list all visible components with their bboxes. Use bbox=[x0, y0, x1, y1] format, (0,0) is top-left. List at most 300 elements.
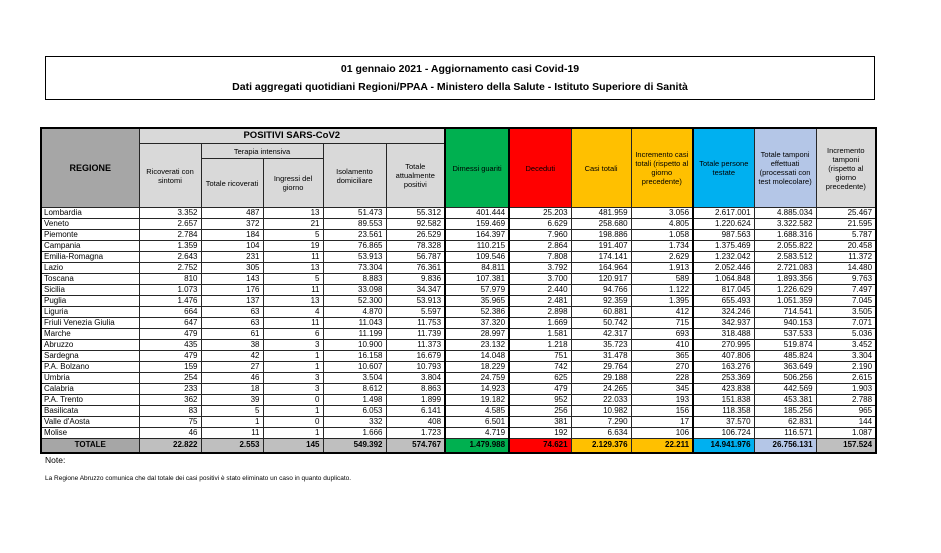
value-cell: 151.838 bbox=[693, 395, 754, 406]
value-cell: 2.629 bbox=[631, 252, 693, 263]
value-cell: 270 bbox=[631, 362, 693, 373]
value-cell: 442.569 bbox=[754, 384, 816, 395]
group-header-positivi: POSITIVI SARS-CoV2 bbox=[139, 128, 445, 144]
total-value-cell: 2.129.376 bbox=[571, 439, 631, 453]
value-cell: 485.824 bbox=[754, 351, 816, 362]
value-cell: 106 bbox=[631, 428, 693, 439]
table-row bbox=[41, 230, 876, 241]
subgroup-header-terapia-intensiva: Terapia intensiva bbox=[201, 144, 323, 159]
value-cell: 92.359 bbox=[571, 296, 631, 307]
table-row bbox=[41, 263, 876, 274]
value-cell: 345 bbox=[631, 384, 693, 395]
value-cell: 2.617.001 bbox=[693, 208, 754, 219]
total-value-cell: 74.621 bbox=[509, 439, 571, 453]
value-cell: 75 bbox=[139, 417, 201, 428]
table-row bbox=[41, 384, 876, 395]
value-cell: 1.903 bbox=[816, 384, 876, 395]
value-cell: 39 bbox=[201, 395, 263, 406]
value-cell: 11.043 bbox=[323, 318, 386, 329]
value-cell: 2.784 bbox=[139, 230, 201, 241]
value-cell: 104 bbox=[201, 241, 263, 252]
value-cell: 258.680 bbox=[571, 219, 631, 230]
value-cell: 655.493 bbox=[693, 296, 754, 307]
value-cell: 256 bbox=[509, 406, 571, 417]
value-cell: 5 bbox=[263, 274, 323, 285]
region-name-cell: Umbria bbox=[41, 373, 139, 384]
value-cell: 61 bbox=[201, 329, 263, 340]
value-cell: 164.964 bbox=[571, 263, 631, 274]
value-cell: 1 bbox=[201, 417, 263, 428]
value-cell: 4.870 bbox=[323, 307, 386, 318]
region-name-cell: Friuli Venezia Giulia bbox=[41, 318, 139, 329]
region-name-cell: Sicilia bbox=[41, 285, 139, 296]
column-header-totale-ricoverati: Totale ricoverati bbox=[201, 159, 263, 208]
value-cell: 6.629 bbox=[509, 219, 571, 230]
table-row bbox=[41, 252, 876, 263]
value-cell: 26.529 bbox=[386, 230, 445, 241]
value-cell: 19 bbox=[263, 241, 323, 252]
value-cell: 42.317 bbox=[571, 329, 631, 340]
value-cell: 519.874 bbox=[754, 340, 816, 351]
value-cell: 2.481 bbox=[509, 296, 571, 307]
value-cell: 253.369 bbox=[693, 373, 754, 384]
value-cell: 1.723 bbox=[386, 428, 445, 439]
value-cell: 5 bbox=[263, 230, 323, 241]
value-cell: 25.203 bbox=[509, 208, 571, 219]
value-cell: 305 bbox=[201, 263, 263, 274]
column-header-incremento-casi: Incremento casi totali (rispetto al giorno precedente) bbox=[631, 128, 693, 208]
region-name-cell: Abruzzo bbox=[41, 340, 139, 351]
value-cell: 1.220.624 bbox=[693, 219, 754, 230]
value-cell: 2.788 bbox=[816, 395, 876, 406]
region-name-cell: Lombardia bbox=[41, 208, 139, 219]
value-cell: 6.634 bbox=[571, 428, 631, 439]
table-row bbox=[41, 296, 876, 307]
value-cell: 9.763 bbox=[816, 274, 876, 285]
value-cell: 233 bbox=[139, 384, 201, 395]
value-cell: 1.226.629 bbox=[754, 285, 816, 296]
value-cell: 1.893.356 bbox=[754, 274, 816, 285]
value-cell: 19.182 bbox=[445, 395, 509, 406]
value-cell: 21 bbox=[263, 219, 323, 230]
region-name-cell: Basilicata bbox=[41, 406, 139, 417]
value-cell: 42 bbox=[201, 351, 263, 362]
value-cell: 51.473 bbox=[323, 208, 386, 219]
value-cell: 506.256 bbox=[754, 373, 816, 384]
value-cell: 4.585 bbox=[445, 406, 509, 417]
value-cell: 1 bbox=[263, 351, 323, 362]
value-cell: 0 bbox=[263, 417, 323, 428]
value-cell: 78.328 bbox=[386, 241, 445, 252]
value-cell: 3.304 bbox=[816, 351, 876, 362]
report-title-box bbox=[45, 56, 875, 100]
value-cell: 332 bbox=[323, 417, 386, 428]
value-cell: 3 bbox=[263, 384, 323, 395]
value-cell: 3.056 bbox=[631, 208, 693, 219]
value-cell: 270.995 bbox=[693, 340, 754, 351]
value-cell: 362 bbox=[139, 395, 201, 406]
table-row bbox=[41, 285, 876, 296]
value-cell: 318.488 bbox=[693, 329, 754, 340]
value-cell: 4.805 bbox=[631, 219, 693, 230]
value-cell: 1.476 bbox=[139, 296, 201, 307]
value-cell: 401.444 bbox=[445, 208, 509, 219]
value-cell: 2.055.822 bbox=[754, 241, 816, 252]
value-cell: 52.386 bbox=[445, 307, 509, 318]
value-cell: 487 bbox=[201, 208, 263, 219]
value-cell: 5.597 bbox=[386, 307, 445, 318]
table-total-row bbox=[41, 439, 876, 453]
value-cell: 742 bbox=[509, 362, 571, 373]
value-cell: 192 bbox=[509, 428, 571, 439]
table-row bbox=[41, 307, 876, 318]
table-header bbox=[41, 128, 876, 208]
value-cell: 1.122 bbox=[631, 285, 693, 296]
value-cell: 159 bbox=[139, 362, 201, 373]
report-title-line1: 01 gennaio 2021 - Aggiornamento casi Covid-19 bbox=[340, 63, 580, 75]
value-cell: 89.553 bbox=[323, 219, 386, 230]
value-cell: 7.071 bbox=[816, 318, 876, 329]
table-row bbox=[41, 318, 876, 329]
value-cell: 817.045 bbox=[693, 285, 754, 296]
value-cell: 940.153 bbox=[754, 318, 816, 329]
value-cell: 365 bbox=[631, 351, 693, 362]
value-cell: 2.643 bbox=[139, 252, 201, 263]
total-value-cell: 157.524 bbox=[816, 439, 876, 453]
total-value-cell: 22.211 bbox=[631, 439, 693, 453]
value-cell: 10.982 bbox=[571, 406, 631, 417]
value-cell: 11.199 bbox=[323, 329, 386, 340]
region-name-cell: P.A. Bolzano bbox=[41, 362, 139, 373]
value-cell: 423.838 bbox=[693, 384, 754, 395]
value-cell: 3.452 bbox=[816, 340, 876, 351]
value-cell: 13 bbox=[263, 296, 323, 307]
table-row bbox=[41, 351, 876, 362]
value-cell: 18 bbox=[201, 384, 263, 395]
column-header-isolamento-domiciliare: Isolamento domiciliare bbox=[323, 144, 386, 208]
value-cell: 11.372 bbox=[816, 252, 876, 263]
value-cell: 412 bbox=[631, 307, 693, 318]
value-cell: 118.358 bbox=[693, 406, 754, 417]
value-cell: 1.669 bbox=[509, 318, 571, 329]
value-cell: 46 bbox=[201, 373, 263, 384]
table-row bbox=[41, 208, 876, 219]
value-cell: 479 bbox=[139, 351, 201, 362]
total-label-cell: TOTALE bbox=[41, 439, 139, 453]
value-cell: 589 bbox=[631, 274, 693, 285]
value-cell: 55.312 bbox=[386, 208, 445, 219]
value-cell: 8.883 bbox=[323, 274, 386, 285]
value-cell: 3.804 bbox=[386, 373, 445, 384]
column-header-ingressi-giorno: Ingressi del giorno bbox=[263, 159, 323, 208]
region-name-cell: Toscana bbox=[41, 274, 139, 285]
value-cell: 33.098 bbox=[323, 285, 386, 296]
value-cell: 342.937 bbox=[693, 318, 754, 329]
value-cell: 57.979 bbox=[445, 285, 509, 296]
value-cell: 2.052.446 bbox=[693, 263, 754, 274]
value-cell: 1.666 bbox=[323, 428, 386, 439]
value-cell: 10.900 bbox=[323, 340, 386, 351]
value-cell: 22.033 bbox=[571, 395, 631, 406]
value-cell: 9.836 bbox=[386, 274, 445, 285]
value-cell: 52.300 bbox=[323, 296, 386, 307]
value-cell: 18.229 bbox=[445, 362, 509, 373]
value-cell: 4.719 bbox=[445, 428, 509, 439]
region-name-cell: Lazio bbox=[41, 263, 139, 274]
value-cell: 191.407 bbox=[571, 241, 631, 252]
value-cell: 11 bbox=[201, 428, 263, 439]
value-cell: 1.913 bbox=[631, 263, 693, 274]
value-cell: 987.563 bbox=[693, 230, 754, 241]
value-cell: 184 bbox=[201, 230, 263, 241]
value-cell: 6 bbox=[263, 329, 323, 340]
value-cell: 410 bbox=[631, 340, 693, 351]
value-cell: 479 bbox=[509, 384, 571, 395]
value-cell: 2.190 bbox=[816, 362, 876, 373]
value-cell: 137 bbox=[201, 296, 263, 307]
table-row bbox=[41, 406, 876, 417]
value-cell: 56.787 bbox=[386, 252, 445, 263]
value-cell: 3.700 bbox=[509, 274, 571, 285]
column-header-casi-totali: Casi totali bbox=[571, 128, 631, 208]
value-cell: 106.724 bbox=[693, 428, 754, 439]
covid-table bbox=[40, 127, 877, 454]
value-cell: 11 bbox=[263, 318, 323, 329]
value-cell: 453.381 bbox=[754, 395, 816, 406]
value-cell: 10.793 bbox=[386, 362, 445, 373]
value-cell: 163.276 bbox=[693, 362, 754, 373]
value-cell: 76.361 bbox=[386, 263, 445, 274]
total-value-cell: 14.941.976 bbox=[693, 439, 754, 453]
value-cell: 13 bbox=[263, 263, 323, 274]
value-cell: 23.561 bbox=[323, 230, 386, 241]
value-cell: 6.501 bbox=[445, 417, 509, 428]
value-cell: 174.141 bbox=[571, 252, 631, 263]
total-value-cell: 1.479.988 bbox=[445, 439, 509, 453]
value-cell: 2.898 bbox=[509, 307, 571, 318]
value-cell: 25.467 bbox=[816, 208, 876, 219]
value-cell: 1 bbox=[263, 406, 323, 417]
value-cell: 11 bbox=[263, 285, 323, 296]
value-cell: 1.087 bbox=[816, 428, 876, 439]
value-cell: 479 bbox=[139, 329, 201, 340]
notes-body: La Regione Abruzzo comunica che dal totale dei casi positivi è stato eliminato un caso in quanto duplicato. bbox=[45, 475, 352, 482]
value-cell: 1.064.848 bbox=[693, 274, 754, 285]
value-cell: 120.917 bbox=[571, 274, 631, 285]
region-name-cell: Emilia-Romagna bbox=[41, 252, 139, 263]
value-cell: 156 bbox=[631, 406, 693, 417]
value-cell: 35.965 bbox=[445, 296, 509, 307]
value-cell: 14.048 bbox=[445, 351, 509, 362]
table-row bbox=[41, 362, 876, 373]
value-cell: 23.132 bbox=[445, 340, 509, 351]
value-cell: 24.759 bbox=[445, 373, 509, 384]
value-cell: 1.051.359 bbox=[754, 296, 816, 307]
value-cell: 14.480 bbox=[816, 263, 876, 274]
value-cell: 35.723 bbox=[571, 340, 631, 351]
table-row bbox=[41, 417, 876, 428]
value-cell: 1.688.316 bbox=[754, 230, 816, 241]
notes-title: Note: bbox=[45, 455, 66, 465]
table-row bbox=[41, 219, 876, 230]
value-cell: 3.504 bbox=[323, 373, 386, 384]
value-cell: 2.864 bbox=[509, 241, 571, 252]
table-row bbox=[41, 274, 876, 285]
value-cell: 109.546 bbox=[445, 252, 509, 263]
value-cell: 1 bbox=[263, 362, 323, 373]
value-cell: 176 bbox=[201, 285, 263, 296]
value-cell: 3.352 bbox=[139, 208, 201, 219]
value-cell: 60.881 bbox=[571, 307, 631, 318]
region-name-cell: Valle d'Aosta bbox=[41, 417, 139, 428]
column-header-deceduti: Deceduti bbox=[509, 128, 571, 208]
covid-table-wrapper bbox=[40, 127, 877, 454]
total-value-cell: 574.767 bbox=[386, 439, 445, 453]
region-name-cell: P.A. Trento bbox=[41, 395, 139, 406]
value-cell: 193 bbox=[631, 395, 693, 406]
value-cell: 2.752 bbox=[139, 263, 201, 274]
region-name-cell: Calabria bbox=[41, 384, 139, 395]
value-cell: 231 bbox=[201, 252, 263, 263]
value-cell: 3.792 bbox=[509, 263, 571, 274]
value-cell: 94.766 bbox=[571, 285, 631, 296]
value-cell: 715 bbox=[631, 318, 693, 329]
region-name-cell: Liguria bbox=[41, 307, 139, 318]
value-cell: 3 bbox=[263, 373, 323, 384]
value-cell: 381 bbox=[509, 417, 571, 428]
value-cell: 1.734 bbox=[631, 241, 693, 252]
value-cell: 92.582 bbox=[386, 219, 445, 230]
value-cell: 1 bbox=[263, 428, 323, 439]
value-cell: 7.045 bbox=[816, 296, 876, 307]
total-value-cell: 26.756.131 bbox=[754, 439, 816, 453]
value-cell: 107.381 bbox=[445, 274, 509, 285]
value-cell: 481.959 bbox=[571, 208, 631, 219]
value-cell: 20.458 bbox=[816, 241, 876, 252]
value-cell: 53.913 bbox=[323, 252, 386, 263]
region-name-cell: Campania bbox=[41, 241, 139, 252]
value-cell: 13 bbox=[263, 208, 323, 219]
region-name-cell: Puglia bbox=[41, 296, 139, 307]
value-cell: 324.246 bbox=[693, 307, 754, 318]
total-value-cell: 145 bbox=[263, 439, 323, 453]
value-cell: 29.764 bbox=[571, 362, 631, 373]
value-cell: 11.739 bbox=[386, 329, 445, 340]
value-cell: 83 bbox=[139, 406, 201, 417]
table-row bbox=[41, 340, 876, 351]
value-cell: 37.570 bbox=[693, 417, 754, 428]
value-cell: 116.571 bbox=[754, 428, 816, 439]
table-body bbox=[41, 208, 876, 453]
total-value-cell: 2.553 bbox=[201, 439, 263, 453]
value-cell: 16.679 bbox=[386, 351, 445, 362]
table-row bbox=[41, 373, 876, 384]
total-value-cell: 22.822 bbox=[139, 439, 201, 453]
value-cell: 372 bbox=[201, 219, 263, 230]
report-title-line2: Dati aggregati quotidiani Regioni/PPAA - Ministero della Salute - Istituto Superiore di Sanità bbox=[232, 80, 688, 93]
value-cell: 46 bbox=[139, 428, 201, 439]
value-cell: 2.440 bbox=[509, 285, 571, 296]
value-cell: 16.158 bbox=[323, 351, 386, 362]
value-cell: 143 bbox=[201, 274, 263, 285]
value-cell: 408 bbox=[386, 417, 445, 428]
value-cell: 2.657 bbox=[139, 219, 201, 230]
region-name-cell: Marche bbox=[41, 329, 139, 340]
value-cell: 14.923 bbox=[445, 384, 509, 395]
column-header-ricoverati-sintomi: Ricoverati con sintomi bbox=[139, 144, 201, 208]
value-cell: 1.359 bbox=[139, 241, 201, 252]
table-row bbox=[41, 329, 876, 340]
value-cell: 3.505 bbox=[816, 307, 876, 318]
value-cell: 1.058 bbox=[631, 230, 693, 241]
value-cell: 7.497 bbox=[816, 285, 876, 296]
value-cell: 7.960 bbox=[509, 230, 571, 241]
value-cell: 1.218 bbox=[509, 340, 571, 351]
value-cell: 159.469 bbox=[445, 219, 509, 230]
value-cell: 363.649 bbox=[754, 362, 816, 373]
region-name-cell: Sardegna bbox=[41, 351, 139, 362]
value-cell: 407.806 bbox=[693, 351, 754, 362]
value-cell: 73.304 bbox=[323, 263, 386, 274]
value-cell: 8.863 bbox=[386, 384, 445, 395]
column-header-tamponi-effettuati: Totale tamponi effettuati (processati con test molecolare) bbox=[754, 128, 816, 208]
value-cell: 5.787 bbox=[816, 230, 876, 241]
region-name-cell: Molise bbox=[41, 428, 139, 439]
value-cell: 37.320 bbox=[445, 318, 509, 329]
value-cell: 1.073 bbox=[139, 285, 201, 296]
value-cell: 38 bbox=[201, 340, 263, 351]
value-cell: 1.581 bbox=[509, 329, 571, 340]
value-cell: 810 bbox=[139, 274, 201, 285]
table-row bbox=[41, 241, 876, 252]
value-cell: 1.395 bbox=[631, 296, 693, 307]
value-cell: 31.478 bbox=[571, 351, 631, 362]
value-cell: 1.498 bbox=[323, 395, 386, 406]
value-cell: 198.886 bbox=[571, 230, 631, 241]
value-cell: 5 bbox=[201, 406, 263, 417]
value-cell: 751 bbox=[509, 351, 571, 362]
value-cell: 4.885.034 bbox=[754, 208, 816, 219]
value-cell: 5.036 bbox=[816, 329, 876, 340]
value-cell: 185.256 bbox=[754, 406, 816, 417]
value-cell: 63 bbox=[201, 307, 263, 318]
value-cell: 1.232.042 bbox=[693, 252, 754, 263]
value-cell: 110.215 bbox=[445, 241, 509, 252]
value-cell: 0 bbox=[263, 395, 323, 406]
value-cell: 1.899 bbox=[386, 395, 445, 406]
value-cell: 27 bbox=[201, 362, 263, 373]
value-cell: 21.595 bbox=[816, 219, 876, 230]
column-header-incremento-tamponi: Incremento tamponi (rispetto al giorno precedente) bbox=[816, 128, 876, 208]
value-cell: 62.831 bbox=[754, 417, 816, 428]
value-cell: 34.347 bbox=[386, 285, 445, 296]
value-cell: 164.397 bbox=[445, 230, 509, 241]
value-cell: 6.141 bbox=[386, 406, 445, 417]
value-cell: 7.290 bbox=[571, 417, 631, 428]
value-cell: 10.607 bbox=[323, 362, 386, 373]
value-cell: 965 bbox=[816, 406, 876, 417]
region-name-cell: Piemonte bbox=[41, 230, 139, 241]
value-cell: 63 bbox=[201, 318, 263, 329]
value-cell: 2.583.512 bbox=[754, 252, 816, 263]
value-cell: 1.375.469 bbox=[693, 241, 754, 252]
value-cell: 3.322.582 bbox=[754, 219, 816, 230]
value-cell: 8.612 bbox=[323, 384, 386, 395]
value-cell: 17 bbox=[631, 417, 693, 428]
value-cell: 24.265 bbox=[571, 384, 631, 395]
value-cell: 28.997 bbox=[445, 329, 509, 340]
value-cell: 714.541 bbox=[754, 307, 816, 318]
